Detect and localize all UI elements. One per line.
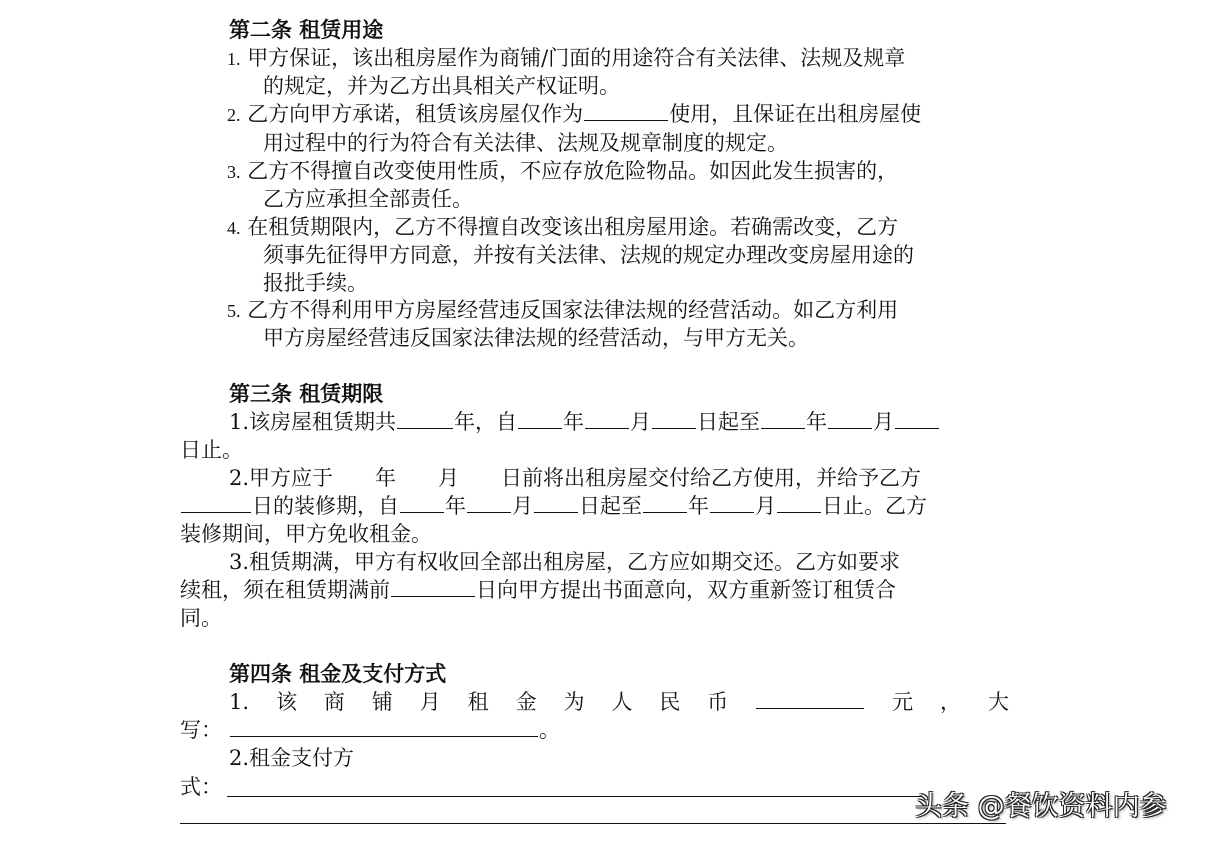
end-day-blank[interactable]	[895, 408, 939, 429]
item-text: 续租，须在租赁期满前	[180, 578, 390, 602]
item-text: 日起至	[579, 494, 642, 518]
item-char: 租	[467, 690, 489, 714]
item-char: 商	[323, 690, 345, 714]
item-text: 使用，且保证在出租房屋使	[669, 102, 922, 126]
clause-item: 3.租赁期满，甲方有权收回全部出租房屋，乙方应如期交还。乙方如要求	[229, 550, 901, 574]
item-text: 乙方不得利用甲方房屋经营违反国家法律法规的经营活动。如乙方利用	[247, 298, 899, 322]
renovation-end-day-blank[interactable]	[777, 492, 821, 513]
renovation-start-day-blank[interactable]	[534, 492, 578, 513]
item-continuation: 的规定，并为乙方出具相关产权证明。	[263, 74, 620, 98]
monthly-rent-blank[interactable]	[756, 688, 864, 709]
start-year-blank[interactable]	[518, 408, 562, 429]
item-char: 民	[659, 690, 681, 714]
clause-item	[180, 716, 560, 744]
section-heading: 第四条 租金及支付方式	[229, 661, 447, 686]
section-heading: 第三条 租赁期限	[229, 381, 384, 406]
item-text: 式：	[180, 775, 222, 799]
item-continuation: 同。	[180, 606, 222, 630]
item-text: 写：	[180, 718, 222, 742]
item-text: 甲方保证，该出租房屋作为商铺/门面的用途符合有关法律、法规及规章	[247, 46, 906, 70]
item-char: 为	[563, 690, 585, 714]
section-heading: 第二条 租赁用途	[229, 17, 384, 42]
item-text: 。	[539, 718, 560, 742]
clause-item	[180, 576, 896, 604]
item-text: 在租赁期限内，乙方不得擅自改变该出租房屋用途。若确需改变，乙方	[247, 215, 899, 239]
item-text: 月	[873, 410, 895, 434]
item-continuation: 日止。	[180, 438, 243, 462]
renovation-start-month-blank[interactable]	[467, 492, 511, 513]
item-text: 年	[806, 410, 828, 434]
usage-blank[interactable]	[584, 100, 668, 121]
item-text: 年	[688, 494, 709, 518]
item-char: 铺	[371, 690, 393, 714]
item-text: 年	[445, 494, 466, 518]
item-char: 月	[419, 690, 441, 714]
item-text: 日向甲方提出书面意向，双方重新签订租赁合	[476, 578, 896, 602]
clause-item: 2.租金支付方	[229, 746, 355, 770]
item-continuation: 乙方应承担全部责任。	[263, 187, 473, 211]
clause-item	[229, 688, 1009, 716]
item-continuation: 须事先征得甲方同意，并按有关法律、法规的规定办理改变房屋用途的	[263, 243, 914, 267]
item-text: 乙方向甲方承诺，租赁该房屋仅作为	[247, 102, 584, 126]
start-day-blank[interactable]	[652, 408, 696, 429]
clause-item	[227, 100, 921, 128]
renovation-end-year-blank[interactable]	[643, 492, 687, 513]
item-continuation: 报批手续。	[263, 271, 368, 295]
item-text: 年	[563, 410, 585, 434]
clause-item	[227, 213, 898, 241]
rent-in-words-blank[interactable]	[230, 716, 538, 737]
clause-item	[180, 492, 927, 520]
end-year-blank[interactable]	[761, 408, 805, 429]
item-text: 月	[512, 494, 533, 518]
renovation-end-month-blank[interactable]	[710, 492, 754, 513]
renovation-days-blank[interactable]	[181, 492, 251, 513]
item-continuation: 用过程中的行为符合有关法律、法规及规章制度的规定。	[263, 131, 788, 155]
item-char: 币	[707, 690, 729, 714]
item-char: 该	[275, 690, 297, 714]
item-char: 元	[892, 690, 914, 714]
item-char: 人	[611, 690, 633, 714]
item-continuation: 甲方房屋经营违反国家法律法规的经营活动，与甲方无关。	[263, 326, 809, 350]
item-number: 5.	[227, 301, 241, 321]
item-char: 金	[515, 690, 537, 714]
clause-item	[227, 296, 898, 324]
end-month-blank[interactable]	[828, 408, 872, 429]
watermark: 头条 @餐饮资料内参	[915, 791, 1167, 822]
item-continuation: 装修期间，甲方免收租金。	[180, 522, 432, 546]
renovation-start-year-blank[interactable]	[400, 492, 444, 513]
item-number: 1.	[227, 49, 241, 69]
clause-item	[227, 157, 898, 185]
item-char: ，	[940, 690, 962, 714]
item-text: 日止。乙方	[822, 494, 927, 518]
clause-item	[229, 408, 940, 436]
clause-item	[227, 44, 905, 72]
payment-method-blank-line2[interactable]	[180, 823, 1006, 824]
item-number: 4.	[227, 218, 241, 238]
item-text: 乙方不得擅自改变使用性质，不应存放危险物品。如因此发生损害的，	[247, 159, 899, 183]
item-number: 3.	[227, 162, 241, 182]
item-number: 1.	[229, 690, 250, 714]
payment-method-blank[interactable]	[227, 796, 927, 797]
start-month-blank[interactable]	[585, 408, 629, 429]
item-text: 月	[755, 494, 776, 518]
item-char: 大	[987, 690, 1009, 714]
clause-item: 2.甲方应于 年 月 日前将出租房屋交付给乙方使用，并给予乙方	[229, 466, 922, 490]
item-text: 月	[630, 410, 652, 434]
item-number: 2.	[227, 105, 241, 125]
clause-item	[180, 773, 222, 801]
item-text: 日的装修期，自	[252, 494, 399, 518]
item-text: 日起至	[697, 410, 761, 434]
term-years-blank[interactable]	[397, 408, 453, 429]
item-text: 1.该房屋租赁期共	[229, 410, 397, 434]
renewal-notice-days-blank[interactable]	[391, 576, 475, 597]
item-text: 年，自	[454, 410, 518, 434]
